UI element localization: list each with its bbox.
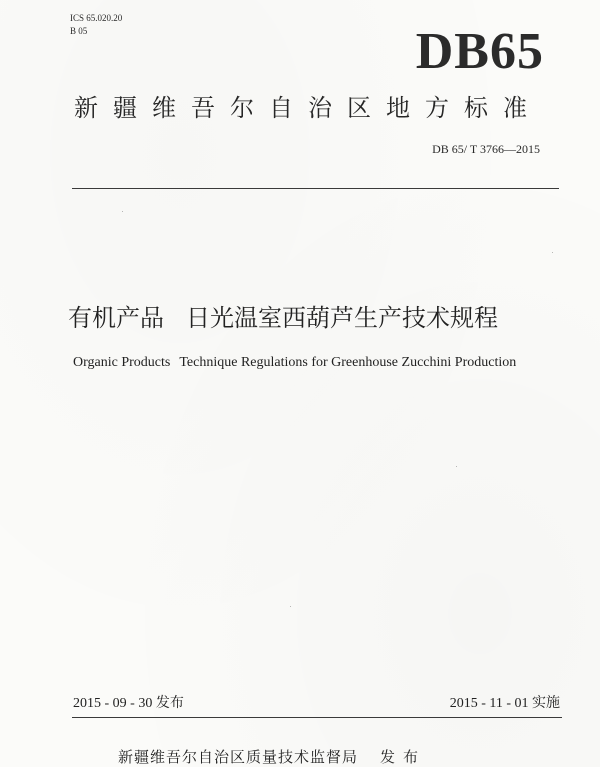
header-divider [72, 188, 559, 189]
standard-code: DB 65/ T 3766—2015 [432, 142, 540, 156]
db-logo: DB65 [415, 23, 544, 80]
standard-class-title: 新疆维吾尔自治区地方标准 [74, 94, 542, 122]
scan-speck [456, 466, 457, 467]
title-chinese-part2: 日光温室西葫芦生产技术规程 [186, 304, 498, 332]
issuer-verb: 发布 [380, 748, 427, 766]
issue-date: 2015 - 09 - 30 发布 [73, 696, 184, 711]
scan-speck [290, 606, 291, 607]
title-english-part2: Technique Regulations for Greenhouse Zucchini Production [179, 355, 517, 370]
scan-speck [552, 252, 553, 253]
implementation-date: 2015 - 11 - 01 实施 [449, 696, 560, 711]
title-english-part1: Organic Products [73, 355, 171, 370]
title-english [73, 354, 516, 372]
title-chinese-part1: 有机产品 [68, 304, 164, 332]
footer-divider [72, 717, 562, 718]
scan-speck [122, 211, 123, 212]
title-chinese [68, 303, 498, 333]
ccs-code: B 05 [70, 26, 88, 36]
issuer-name: 新疆维吾尔自治区质量技术监督局 [118, 748, 359, 766]
issuing-authority [118, 747, 426, 767]
ics-code: ICS 65.020.20 [70, 13, 123, 23]
